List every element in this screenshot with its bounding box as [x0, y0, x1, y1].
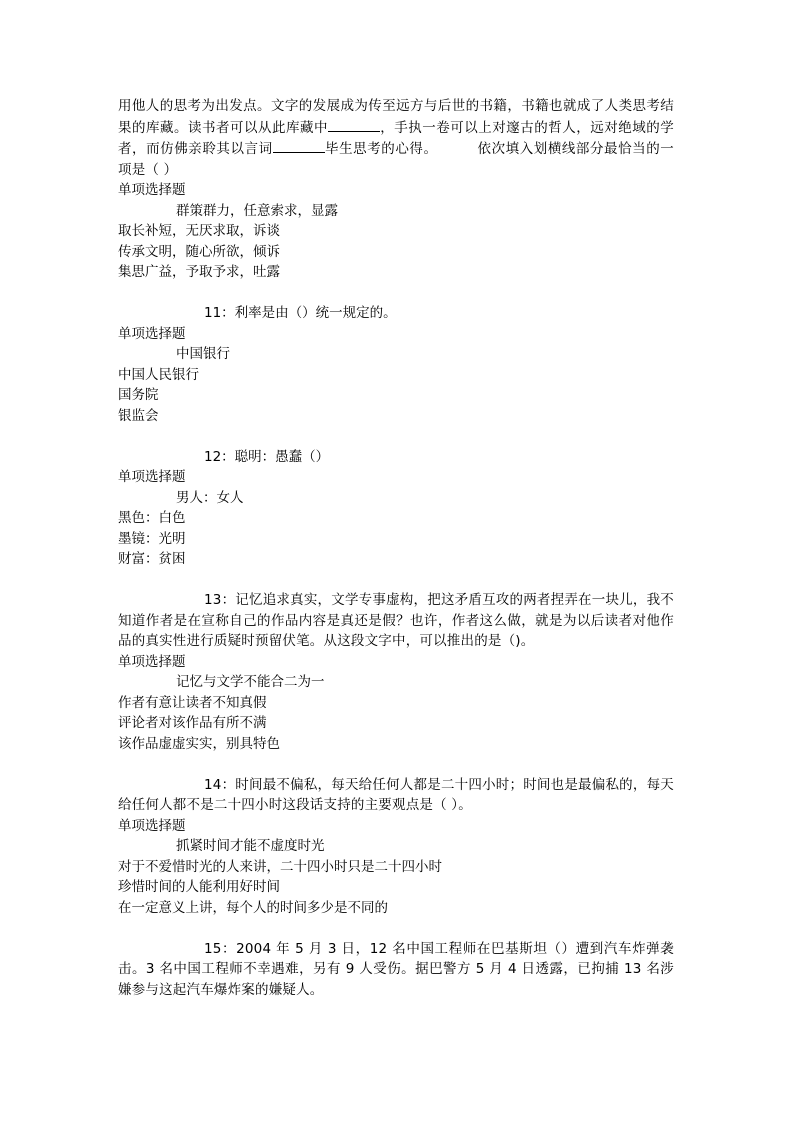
spacer	[118, 570, 674, 591]
q11-option-a[interactable]: 中国银行	[176, 346, 230, 362]
q12-option-a[interactable]: 男人：女人	[176, 489, 244, 506]
q10-type: 单项选择题	[118, 182, 186, 198]
q14-option-d[interactable]: 在一定意义上讲，每个人的时间多少是不同的	[118, 899, 388, 916]
spacer	[118, 426, 674, 447]
spacer	[118, 283, 674, 304]
q14-type: 单项选择题	[118, 817, 186, 834]
q10-option-b[interactable]: 取长补短，无厌求取，诉谈	[118, 223, 280, 239]
q12-option-b[interactable]: 黑色：白色	[118, 510, 186, 526]
spacer	[118, 918, 674, 939]
exam-page	[118, 96, 674, 1000]
q11-option-b[interactable]: 中国人民银行	[118, 366, 199, 383]
q10-option-a[interactable]: 群策群力，任意索求，显露	[176, 202, 338, 219]
q15-stem: 15：2004 年 5 月 3 日，12 名中国工程师在巴基斯坦（）遭到汽车炸弹袭击。3 名中国工程师不幸遇难，另有 9 人受伤。据巴警方 5 月 4 日透露，已拘捕 13 名涉嫌参与这起汽车爆炸案的嫌疑人。	[118, 940, 674, 998]
q13-stem: 13：记忆追求真实，文学专事虚构，把这矛盾互攻的两者捏弄在一块儿，我不知道作者是在宣称自己的作品内容是真还是假？也许，作者这么做，就是为以后读者对他作品的真实性进行质疑时预留伏笔。从这段文字中，可以推出的是（)。	[118, 592, 674, 649]
q12-option-c[interactable]: 墨镜：光明	[118, 530, 186, 547]
q10-option-d[interactable]: 集思广益，予取予求，吐露	[118, 264, 280, 280]
q13-type: 单项选择题	[118, 653, 186, 670]
q11-option-c[interactable]: 国务院	[118, 387, 159, 403]
q13-option-d[interactable]: 该作品虚虚实实，别具特色	[118, 735, 280, 752]
q10-stem-part2: ，手执一卷可以上对邃古的哲人，远对绝域的学者，而仿佛亲聆其以言词	[118, 119, 674, 157]
q14-option-c[interactable]: 珍惜时间的人能利用好时间	[118, 879, 280, 895]
q14-stem: 14：时间最不偏私，每天给任何人都是二十四小时；时间也是最偏私的，每天给任何人都不是二十四小时这段话支持的主要观点是（ ）。	[118, 776, 674, 813]
q13-option-a[interactable]: 记忆与文学不能合二为一	[176, 674, 325, 690]
q10-stem-part4: 依次填入划横线部分最恰当的一项是（ ）	[118, 141, 674, 178]
q10-option-c[interactable]: 传承文明，随心所欲，倾诉	[118, 243, 280, 260]
q12-stem: 12：聪明：愚蠢（）	[204, 448, 330, 465]
q12-type: 单项选择题	[118, 469, 186, 485]
q12-option-d[interactable]: 财富：贫困	[118, 551, 186, 567]
q11-stem: 11：利率是由（）统一规定的。	[204, 305, 397, 321]
q14-option-b[interactable]: 对于不爱惜时光的人来讲，二十四小时只是二十四小时	[118, 858, 442, 875]
q10-stem	[118, 96, 674, 180]
q11-type: 单项选择题	[118, 325, 186, 342]
spacer	[118, 754, 674, 775]
q11-option-d[interactable]: 银监会	[118, 407, 159, 424]
q10-stem-part1: 用他人的思考为出发点。文字的发展成为传至远方与后世的书籍，书籍也就成了人类思考结果的库藏。读书者可以从此库藏中	[118, 98, 674, 136]
q13-option-b[interactable]: 作者有意让读者不知真假	[118, 694, 267, 711]
q10-blank-2	[273, 138, 325, 153]
q10-stem-part3: 毕生思考的心得。	[324, 141, 438, 157]
q13-option-c[interactable]: 评论者对该作品有所不满	[118, 715, 267, 731]
q14-option-a[interactable]: 抓紧时间才能不虚度时光	[176, 838, 325, 854]
q10-blank-1	[328, 117, 380, 132]
